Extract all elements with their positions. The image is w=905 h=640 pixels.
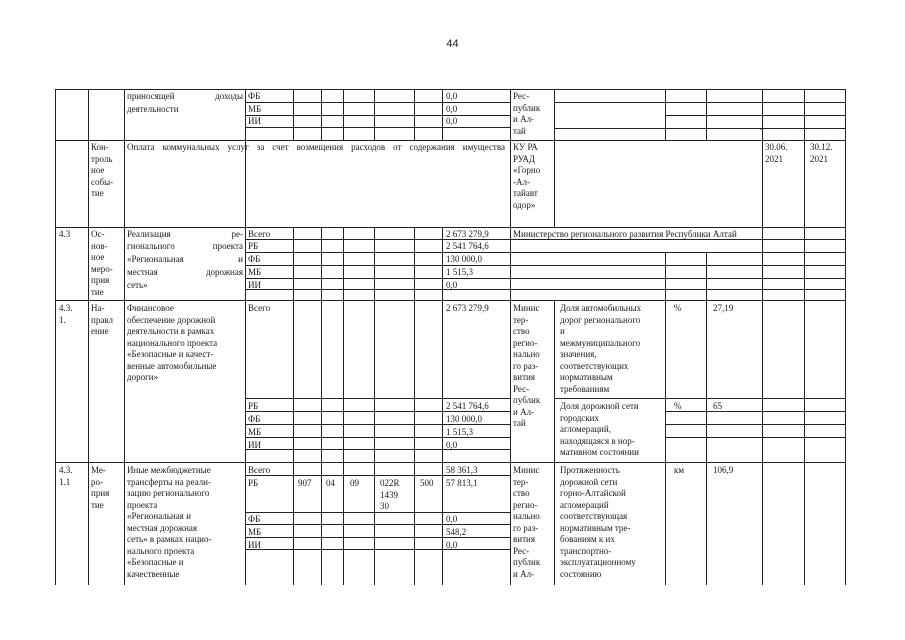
grid-line xyxy=(665,115,845,116)
grid-line xyxy=(554,398,845,399)
grid-line xyxy=(374,227,375,585)
grid-line xyxy=(245,289,510,290)
control-executor: КУ РА РУАД «Горно -Ал- тайавт одор» xyxy=(513,142,541,210)
control-date-end: 30.12. 2021 xyxy=(810,142,833,164)
grid-line xyxy=(55,89,56,585)
r431-indicator-2: Доля дорожной сети городских агломераций, находящаяся в нор- мативном состоянии xyxy=(560,401,639,457)
grid-line xyxy=(245,89,246,585)
grid-line xyxy=(665,424,845,425)
grid-line xyxy=(804,89,805,585)
r4311-type: Ме- ро- прия тие xyxy=(91,465,110,510)
control-type: Кон- троль ное собы- тие xyxy=(91,142,114,198)
grid-line xyxy=(510,89,511,585)
grid-line xyxy=(245,549,510,550)
grid-line xyxy=(554,89,555,227)
grid-line xyxy=(321,227,322,585)
r431-type: На- правл ение xyxy=(91,303,113,336)
grid-line xyxy=(762,89,763,585)
r4311-code-rz: 04 xyxy=(326,478,335,488)
r431-source-total: Всего xyxy=(248,303,271,313)
r431-source-fb: ФБ xyxy=(248,414,261,424)
r4311-source-ii: ИИ xyxy=(248,540,261,550)
top-amount-mb: 0,0 xyxy=(446,104,458,114)
r43-name-line-5: сеть» xyxy=(127,280,148,290)
r4311-code-grbs: 907 xyxy=(298,478,312,488)
r4311-executor: Минис тер- ство регио- нально го раз- вития Рес- публик и Ал- xyxy=(513,465,541,579)
grid-line xyxy=(55,140,845,141)
r43-source-ii: ИИ xyxy=(248,280,261,290)
r4311-source-mb: МБ xyxy=(248,527,262,537)
r4311-amount-fb: 0,0 xyxy=(446,514,458,524)
r4311-source-rb: РБ xyxy=(248,478,259,488)
r43-source-fb: ФБ xyxy=(248,254,261,264)
r43-name-line-1: Реализация ре- xyxy=(127,229,243,239)
top-executor: Рес- публик и Ал- тай xyxy=(513,91,541,136)
r4311-code-vr: 500 xyxy=(420,478,434,488)
r431-executor: Минис тер- ство регио- нально го раз- вития Рес- публик и Ал- тай xyxy=(513,303,541,428)
r431-num: 4.3. 1. xyxy=(59,303,73,325)
r431-amount-fb: 130 000,0 xyxy=(446,414,482,424)
r431-amount-mb: 1 515,3 xyxy=(446,427,473,437)
grid-line xyxy=(706,252,707,585)
r4311-source-fb: ФБ xyxy=(248,514,261,524)
grid-line xyxy=(374,89,375,140)
r431-amount-ii: 0,0 xyxy=(446,440,458,450)
grid-line xyxy=(845,89,846,585)
r4311-indicator-unit: км xyxy=(674,465,685,475)
top-dot: . xyxy=(760,122,763,132)
grid-line xyxy=(321,89,322,140)
top-name-line-2: деятельности xyxy=(127,104,179,114)
r43-amount-ii: 0,0 xyxy=(446,280,458,290)
grid-line xyxy=(706,89,707,140)
r4311-name: Иные межбюджетные трансферты на реали- зацию регионального проекта «Региональная и местная дорожная сеть» в рамках нацио- нального проекта «Безопасные и качественные xyxy=(127,465,212,579)
grid-line xyxy=(55,462,845,463)
r431-indicator-2-value: 65 xyxy=(713,401,722,411)
grid-line xyxy=(414,227,415,585)
top-name-line-1: приносящей доходы xyxy=(127,91,243,101)
grid-line xyxy=(245,537,510,538)
grid-line xyxy=(442,227,443,585)
grid-line xyxy=(442,89,443,140)
r4311-code-csr: 022R 1439 30 xyxy=(380,478,400,511)
page-number: 44 xyxy=(446,38,459,50)
r4311-code-pr: 09 xyxy=(350,478,359,488)
r43-executor: Министерство регионального развития Республики Алтай xyxy=(513,229,737,239)
grid-line xyxy=(245,524,510,525)
grid-line xyxy=(665,411,845,412)
grid-line xyxy=(245,449,510,450)
r43-type: Ос- нов- ное меро- прия тие xyxy=(91,229,113,297)
r431-source-rb: РБ xyxy=(248,401,259,411)
r4311-amount-rb: 57 813,1 xyxy=(446,478,478,488)
grid-line xyxy=(245,398,510,399)
grid-line xyxy=(554,102,845,103)
top-amount-ii: 0,0 xyxy=(446,116,458,126)
r43-amount-total: 2 673 279,9 xyxy=(446,229,489,239)
r43-source-total: Всего xyxy=(248,229,271,239)
grid-line xyxy=(55,89,845,90)
grid-line xyxy=(414,89,415,140)
grid-line xyxy=(88,89,89,585)
r43-amount-rb: 2 541 764,6 xyxy=(446,241,489,251)
grid-line xyxy=(293,89,294,140)
r43-amount-mb: 1 515,3 xyxy=(446,267,473,277)
grid-line xyxy=(665,437,845,438)
grid-line xyxy=(665,89,666,140)
r431-amount-rb: 2 541 764,6 xyxy=(446,401,489,411)
grid-line xyxy=(55,227,845,228)
r43-name-line-3: «Региональная и xyxy=(127,254,243,264)
grid-line xyxy=(510,252,845,253)
grid-line xyxy=(343,89,344,140)
grid-line xyxy=(245,115,510,116)
r4311-num: 4.3. 1.1 xyxy=(59,465,73,487)
control-date-start: 30.06. 2021 xyxy=(765,142,788,164)
top-amount-fb: 0,0 xyxy=(446,91,458,101)
grid-line xyxy=(293,227,294,585)
grid-line xyxy=(510,289,845,290)
grid-line xyxy=(510,278,845,279)
grid-line xyxy=(554,300,555,585)
r431-indicator-1-unit: % xyxy=(674,303,682,313)
r4311-source-total: Всего xyxy=(248,465,271,475)
r431-name: Финансовое обеспечение дорожной деятельности в рамках национального проекта «Безопасные и качест- венные автомобильные дороги» xyxy=(127,303,218,382)
grid-line xyxy=(510,265,845,266)
top-source-ii: ИИ xyxy=(248,116,261,126)
r43-source-mb: МБ xyxy=(248,267,262,277)
grid-line xyxy=(124,89,125,585)
r4311-amount-mb: 548,2 xyxy=(446,527,467,537)
r4311-amount-total: 58 361,3 xyxy=(446,465,478,475)
r4311-indicator: Протяженность дорожной сети горно-Алтайской агломераций соответствующая нормативным тре- бованиям к их транспортно- эксплуатационному состоянию xyxy=(560,465,636,579)
grid-line xyxy=(245,102,510,103)
top-source-fb: ФБ xyxy=(248,91,261,101)
grid-line xyxy=(343,227,344,585)
grid-line xyxy=(554,128,845,129)
grid-line xyxy=(245,512,510,513)
grid-line xyxy=(55,300,845,301)
r431-amount-total: 2 673 279,9 xyxy=(446,303,489,313)
r43-name-line-2: гионального проекта xyxy=(127,241,243,251)
control-name: Оплата коммунальных услуг за счет возмещения расходов от содержания имущества xyxy=(127,142,505,152)
r43-amount-fb: 130 000,0 xyxy=(446,254,482,264)
r43-source-rb: РБ xyxy=(248,241,259,251)
top-source-mb: МБ xyxy=(248,104,262,114)
r4311-indicator-value: 106,9 xyxy=(713,465,734,475)
r431-source-mb: МБ xyxy=(248,427,262,437)
r431-source-ii: ИИ xyxy=(248,440,261,450)
r43-name-line-4: местная дорожная xyxy=(127,267,243,277)
r431-indicator-1-value: 27,19 xyxy=(713,303,734,313)
grid-line xyxy=(245,127,510,128)
r431-indicator-1: Доля автомобильных дорог регионального и межмуниципального значения, соответствующих нормативным требованиям xyxy=(560,303,642,394)
r4311-amount-ii: 0,0 xyxy=(446,540,458,550)
r43-num: 4.3 xyxy=(59,229,71,239)
r431-indicator-2-unit: % xyxy=(674,401,682,411)
